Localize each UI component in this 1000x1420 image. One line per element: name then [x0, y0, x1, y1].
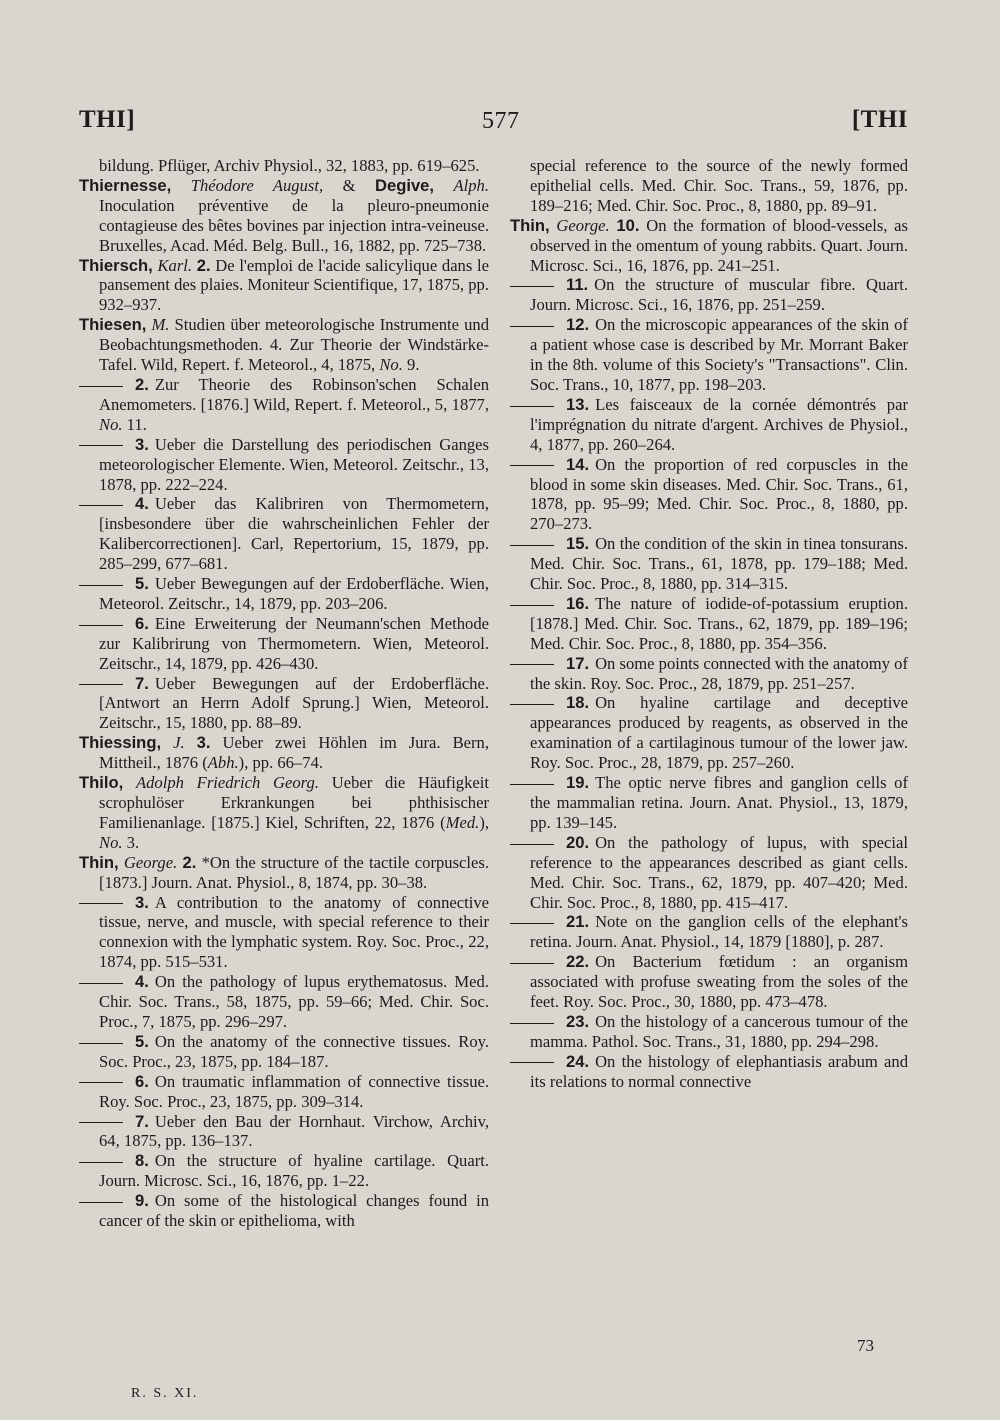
italic-text: Abh. [207, 753, 239, 773]
ditto-dash [79, 505, 123, 506]
bibliography-entry [79, 1072, 489, 1112]
ditto-dash [510, 1023, 554, 1024]
citation-text [185, 733, 197, 752]
author-name: Thin, [79, 852, 119, 872]
entry-number: 4. [135, 494, 149, 514]
bibliography-entry [510, 1012, 908, 1052]
entry-number: 15. [566, 534, 590, 554]
entry-number: 3. [135, 434, 149, 454]
ditto-dash [510, 286, 554, 287]
ditto-dash [510, 545, 554, 546]
bibliography-entry [79, 614, 489, 674]
ditto-dash [510, 844, 554, 845]
ditto-dash [79, 386, 123, 387]
italic-text: George. [123, 852, 178, 872]
bibliography-entry [79, 773, 489, 853]
bibliography-entry [79, 435, 489, 495]
italic-text: Med. [445, 812, 480, 832]
bibliography-entry [79, 256, 489, 316]
citation-text: Ueber das Kalibriren von Thermometern, [insbesondere über die wahrscheinlichen Fehler der Kalibercorrectionen]. Carl, Repertorium, 15, 1879, pp. 285–299, 677–681. [99, 494, 489, 574]
bibliography-entry [510, 1052, 908, 1092]
bibliography-entry [510, 156, 908, 216]
citation-text: Note on the ganglion cells of the elephant's retina. Journ. Anat. Physiol., 14, 1879 [1880], p. 287. [530, 912, 908, 952]
entry-number: 24. [566, 1051, 590, 1071]
citation-text: Ueber zwei Höhlen im Jura. Bern, Mittheil., 1876 ( [99, 733, 489, 773]
bibliography-entry [510, 773, 908, 833]
citation-text: Inoculation préventive de la pleuro-pneumonie contagieuse des bêtes bovines par injection intra-veineuse. Bruxelles, Acad. Méd. Belg. Bull., 16, 1882, pp. 725–738. [99, 195, 489, 255]
italic-text: M. [151, 315, 170, 335]
ditto-dash [510, 605, 554, 606]
entry-number: 6. [135, 1071, 149, 1091]
citation-text: *On the structure of the tactile corpuscles. [1873.] Journ. Anat. Physiol., 8, 1874, pp. 30–38. [99, 852, 489, 892]
citation-text: On hyaline cartilage and deceptive appearances produced by reagents, as observed in the examination of a cartilaginous tumour of the lower jaw. Roy. Soc. Proc., 28, 1879, pp. 257–260. [530, 693, 908, 773]
bibliography-entry [79, 375, 489, 435]
citation-text: 11. [122, 414, 147, 434]
ditto-dash [79, 983, 123, 984]
bibliography-entry [79, 315, 489, 375]
bibliography-entry [510, 534, 908, 594]
right-column [510, 156, 908, 1092]
entry-number: 23. [566, 1011, 590, 1031]
bibliography-entry [79, 574, 489, 614]
entry-number: 19. [566, 773, 590, 793]
entry-number: 8. [135, 1151, 149, 1171]
ditto-dash [510, 664, 554, 665]
entry-number: 7. [135, 1111, 149, 1131]
ditto-dash [510, 923, 554, 924]
author-name: 2. [196, 255, 211, 275]
italic-text: J. [173, 733, 185, 753]
italic-text: No. [99, 414, 123, 434]
bibliography-entry [79, 1191, 489, 1231]
author-name: Thiernesse, [79, 175, 172, 195]
left-column [79, 156, 489, 1231]
entry-number: 5. [135, 574, 149, 594]
entry-number: 21. [566, 912, 590, 932]
citation-text: Ueber die Häufigkeit scrophulöser Erkrankungen bei phthisischer Familienanlage. [1875.] Kiel, Schriften, 22, 1876 ( [99, 773, 489, 832]
entry-number: 18. [566, 693, 590, 713]
entry-number: 3. [135, 892, 149, 912]
italic-text: No. [99, 832, 123, 852]
citation-text: Ueber Bewegungen auf der Erdoberfläche. [Antwort an Herrn Adolf Sprung.] Wien, Meteorol. Zeitschr., 15, 1880, pp. 88–89. [99, 673, 489, 733]
citation-text: On traumatic inflammation of connective tissue. Roy. Soc. Proc., 23, 1875, pp. 309–314. [99, 1071, 489, 1111]
bibliography-entry [510, 952, 908, 1012]
italic-text: No. [379, 355, 403, 375]
ditto-dash [510, 406, 554, 407]
running-head-right: [THI [851, 106, 908, 133]
bibliography-entry [510, 275, 908, 315]
citation-text: 9. [402, 355, 420, 375]
bibliography-entry [510, 216, 908, 276]
bibliography-entry [79, 494, 489, 574]
citation-text: On the microscopic appearances of the skin of a patient whose case is described by Mr. Morrant Baker in the 8th. volume of this Society's "Transactions". Clin. Soc. Trans., 10, 1877, pp. 198–203. [530, 315, 908, 394]
bibliography-entry [510, 654, 908, 694]
citation-text: On the structure of hyaline cartilage. Quart. Journ. Microsc. Sci., 16, 1876, pp. 1–22. [99, 1151, 489, 1191]
ditto-dash [79, 684, 123, 685]
citation-text [123, 773, 136, 792]
entry-number: 6. [135, 613, 149, 633]
citation-text: On the structure of muscular fibre. Quart. Journ. Microsc. Sci., 16, 1876, pp. 251–259. [530, 275, 908, 315]
citation-text: Zur Theorie des Robinson'schen Schalen Anemometers. [1876.] Wild, Repert. f. Meteorol., 5, 1877, [99, 374, 489, 414]
bibliography-entry [510, 455, 908, 535]
citation-text: ), pp. 66–74. [238, 753, 324, 773]
bibliography-entry [510, 912, 908, 952]
italic-text: Alph. [453, 175, 489, 195]
entry-number: 20. [566, 832, 590, 852]
citation-text: special reference to the source of the newly formed epithelial cells. Med. Chir. Soc. Trans., 59, 1876, pp. 189–216; Med. Chir. Soc. Proc., 8, 1880, pp. 89–91. [530, 156, 908, 215]
ditto-dash [510, 963, 554, 964]
citation-text: On the formation of blood-vessels, as observed in the omentum of young rabbits. Quart. Journ. Microsc. Sci., 16, 1876, pp. 241–251. [530, 215, 908, 275]
ditto-dash [79, 1122, 123, 1123]
bibliography-entry [79, 972, 489, 1032]
bibliography-entry [79, 853, 489, 893]
author-name: Thiesen, [79, 315, 147, 335]
bibliography-entry [79, 1032, 489, 1072]
bibliography-entry [510, 693, 908, 773]
bibliography-entry [79, 674, 489, 734]
ditto-dash [510, 465, 554, 466]
citation-text: On some points connected with the anatomy of the skin. Roy. Soc. Proc., 28, 1879, pp. 251–257. [530, 653, 908, 693]
citation-text: On some of the histological changes found in cancer of the skin or epithelioma, with [99, 1191, 489, 1231]
citation-text: 3. [122, 832, 140, 852]
entry-number: 16. [566, 593, 590, 613]
bibliography-entry [79, 156, 489, 176]
citation-text: Les faisceaux de la cornée démontrés par l'imprégnation du nitrate d'argent. Archives de Physiol., 4, 1877, pp. 260–264. [530, 394, 908, 454]
citation-text: A contribution to the anatomy of connective tissue, nerve, and muscle, with special reference to their connexion with the lymphatic system. Roy. Soc. Proc., 22, 1874, pp. 515–531. [99, 892, 489, 972]
entry-number: 17. [566, 653, 590, 673]
bibliography-entry [79, 733, 489, 773]
entry-number: 7. [135, 673, 149, 693]
author-name: Thin, [510, 215, 550, 235]
citation-text: bildung. Pflüger, Archiv Physiol., 32, 1883, pp. 619–625. [99, 156, 480, 175]
bibliography-entry [510, 315, 908, 395]
ditto-dash [79, 1082, 123, 1083]
entry-number: 12. [566, 315, 590, 335]
bibliography-entry [79, 893, 489, 973]
citation-text: De l'emploi de l'acide salicylique dans le pansement des plaies. Moniteur Scientifique, 17, 1875, pp. 932–937. [99, 255, 489, 315]
citation-text: Eine Erweiterung der Neumann'schen Methode zur Kalibrirung von Thermometern. Wien, Meteorol. Zeitschr., 14, 1879, pp. 426–430. [99, 613, 489, 673]
author-name: Degive, [374, 175, 435, 195]
author-name: Thilo, [79, 773, 124, 793]
entry-number: 2. [135, 374, 149, 394]
entry-number: 9. [135, 1191, 149, 1211]
ditto-dash [79, 585, 123, 586]
page-number: 577 [482, 108, 520, 134]
bibliography-entry [510, 833, 908, 913]
ditto-dash [510, 326, 554, 327]
citation-text: On the pathology of lupus erythematosus. Med. Chir. Soc. Trans., 58, 1875, pp. 59–66; Med. Chir. Soc. Proc., 7, 1875, pp. 296–297. [99, 972, 489, 1031]
ditto-dash [79, 903, 123, 904]
entry-number: 22. [566, 952, 590, 972]
entry-number: 13. [566, 394, 590, 414]
italic-text: Karl. [157, 255, 193, 275]
bibliography-entry [510, 395, 908, 455]
citation-text [161, 733, 173, 752]
ditto-dash [79, 1202, 123, 1203]
citation-text: The nature of iodide-of-potassium eruption. [1878.] Med. Chir. Soc. Trans., 62, 1879, pp. 189–196; Med. Chir. Soc. Proc., 8, 1880, pp. 354–356. [530, 593, 908, 653]
author-name: 3. [196, 733, 211, 753]
citation-text: Ueber die Darstellung des periodischen Ganges meteorologischer Elemente. Wien, Meteorol. Zeitschr., 13, 1878, pp. 222–224. [99, 434, 489, 494]
sheet-number: 73 [857, 1336, 874, 1355]
ditto-dash [510, 1062, 554, 1063]
entry-number: 11. [566, 275, 589, 295]
ditto-dash [510, 704, 554, 705]
citation-text: Studien über meteorologische Instrumente und Beobachtungsmethoden. 4. Zur Theorie der Windstärke-Tafel. Wild, Repert. f. Meteorol., 4, 1875, [99, 315, 490, 375]
citation-text [434, 176, 453, 195]
italic-text: Adolph Friedrich Georg. [136, 773, 319, 793]
author-name: 2. [182, 852, 197, 872]
citation-text: & [323, 175, 375, 195]
printer-signature: R. S. XI. [131, 1386, 199, 1401]
ditto-dash [79, 445, 123, 446]
entry-number: 4. [135, 972, 149, 992]
citation-text: On the condition of the skin in tinea tonsurans. Med. Chir. Soc. Trans., 61, 1878, pp. 179–188; Med. Chir. Soc. Proc., 8, 1880, pp. 314–315. [530, 534, 908, 594]
citation-text: On Bacterium fœtidum : an organism associated with profuse sweating from the soles of the feet. Roy. Soc. Proc., 30, 1880, pp. 473–478. [530, 952, 908, 1012]
citation-text: The optic nerve fibres and ganglion cells of the mammalian retina. Journ. Anat. Physiol., 13, 1879, pp. 139–145. [530, 773, 908, 832]
citation-text: On the pathology of lupus, with special reference to the appearances described as giant cells. Med. Chir. Soc. Trans., 62, 1879, pp. 407–420; Med. Chir. Soc. Proc., 8, 1880, pp. 415–417. [530, 832, 908, 912]
citation-text [171, 176, 190, 195]
bibliography-entry [510, 594, 908, 654]
ditto-dash [510, 784, 554, 785]
citation-text: Ueber Bewegungen auf der Erdoberfläche. Wien, Meteorol. Zeitschr., 14, 1879, pp. 203–206. [99, 574, 489, 613]
entry-number: 14. [566, 454, 590, 474]
bibliography-entry [79, 1151, 489, 1191]
citation-text: On the histology of a cancerous tumour of the mamma. Pathol. Soc. Trans., 31, 1880, pp. 294–298. [530, 1011, 908, 1051]
author-name: Thiessing, [79, 733, 162, 753]
italic-text: George. [556, 215, 610, 235]
citation-text: ), [479, 812, 489, 832]
citation-text: On the proportion of red corpuscles in the blood in some skin diseases. Med. Chir. Soc. Trans., 61, 1878, pp. 95–99; Med. Chir. Soc. Proc., 8, 1880, pp. 270–273. [530, 454, 908, 534]
italic-text: Théodore August, [190, 175, 324, 195]
ditto-dash [79, 625, 123, 626]
author-name: 10. [616, 215, 640, 235]
author-name: Thiersch, [79, 255, 153, 275]
citation-text: On the anatomy of the connective tissues. Roy. Soc. Proc., 23, 1875, pp. 184–187. [99, 1031, 489, 1071]
citation-text: Ueber den Bau der Hornhaut. Virchow, Archiv, 64, 1875, pp. 136–137. [99, 1111, 489, 1151]
bibliography-entry [79, 176, 489, 256]
entry-number: 5. [135, 1031, 149, 1051]
running-head-left: THI] [79, 106, 136, 133]
bibliography-entry [79, 1112, 489, 1152]
ditto-dash [79, 1043, 123, 1044]
citation-text: On the histology of elephantiasis arabum and its relations to normal connective [530, 1051, 908, 1091]
ditto-dash [79, 1162, 123, 1163]
